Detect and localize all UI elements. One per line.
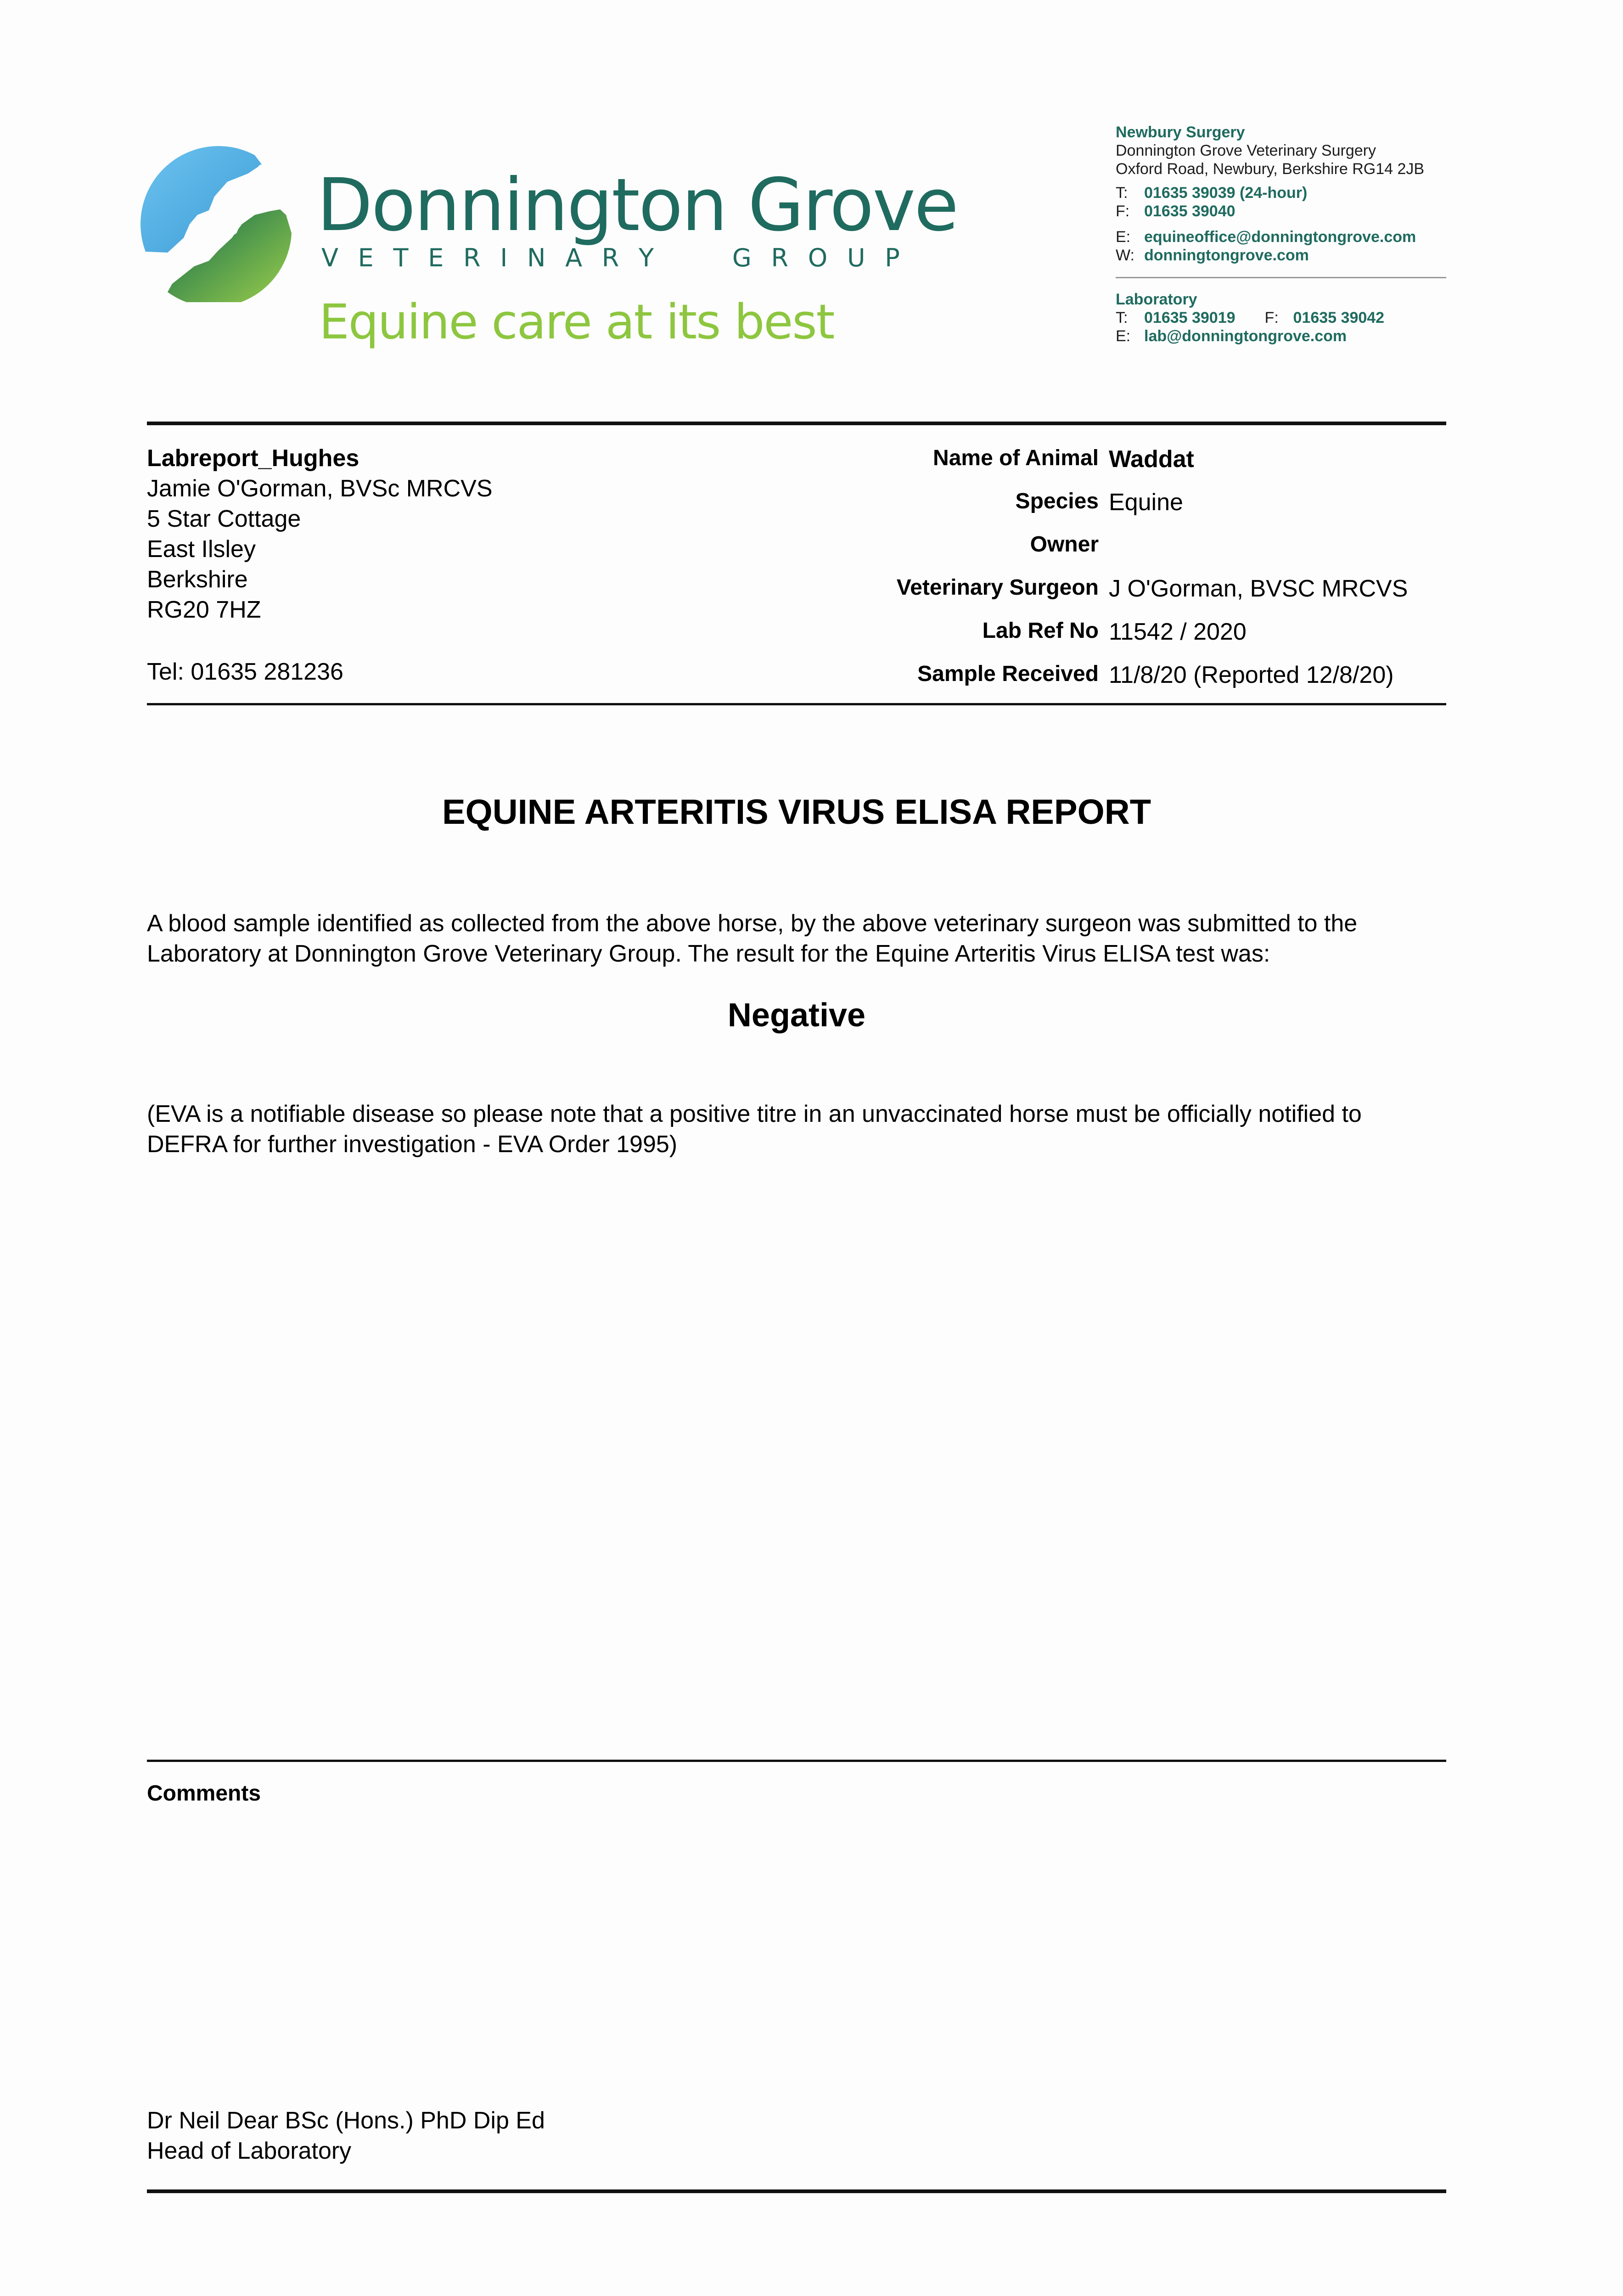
details-rule: [147, 703, 1446, 705]
web-label: W:: [1116, 247, 1134, 264]
detail-label: Veterinary Surgeon: [896, 575, 1099, 600]
recipient-phone: Tel: 01635 281236: [147, 658, 343, 685]
surgery-address-line: Donnington Grove Veterinary Surgery: [1116, 142, 1376, 159]
animal-name: Waddat: [1109, 446, 1194, 473]
contact-divider: [1116, 277, 1446, 278]
detail-row-animal: [849, 443, 1446, 486]
surgery-phone[interactable]: 01635 39039 (24-hour): [1144, 184, 1308, 202]
detail-label: Sample Received: [917, 662, 1099, 686]
tagline: Equine care at its best: [319, 294, 834, 350]
vet-value: J O'Gorman, BVSC MRCVS: [1109, 575, 1408, 602]
lab-email-label: E:: [1116, 327, 1131, 345]
detail-row-vet: [849, 573, 1446, 616]
surgery-fax: 01635 39040: [1144, 203, 1236, 220]
report-reference: Labreport_Hughes: [147, 445, 359, 472]
logo-horse-icon: [140, 146, 296, 302]
recipient-address: [147, 443, 493, 625]
surgery-email-link[interactable]: equineoffice@donningtongrove.com: [1144, 228, 1416, 246]
report-title: EQUINE ARTERITIS VIRUS ELISA REPORT: [442, 793, 1151, 832]
detail-row-labref: [849, 616, 1446, 659]
address-line: East Ilsley: [147, 536, 256, 563]
detail-row-species: [849, 486, 1446, 529]
received-value: 11/8/20 (Reported 12/8/20): [1109, 662, 1394, 688]
animal-details: [849, 443, 1446, 702]
brand-subtitle: V E T E R I N A R Y G R O U P: [321, 243, 900, 272]
notifiable-note: (EVA is a notifiable disease so please note that a positive titre in an unvaccinated horse must be officially notified to DEFRA for further investigation - EVA Order 1995): [147, 1101, 1362, 1158]
header-rule: [147, 422, 1446, 425]
lab-fax: 01635 39042: [1293, 309, 1385, 326]
address-line: Jamie O'Gorman, BVSc MRCVS: [147, 475, 493, 502]
email-label: E:: [1116, 228, 1131, 246]
detail-row-owner: [849, 529, 1446, 573]
detail-row-received: [849, 659, 1446, 702]
species-value: Equine: [1109, 489, 1183, 516]
lab-phone[interactable]: 01635 39019: [1144, 309, 1236, 326]
comments-rule: [147, 1760, 1446, 1762]
signatory-name: Dr Neil Dear BSc (Hons.) PhD Dip Ed: [147, 2107, 545, 2134]
lab-fax-label: F:: [1264, 309, 1279, 326]
tel-label: T:: [1116, 184, 1128, 202]
surgery-heading: Newbury Surgery: [1116, 124, 1245, 141]
footer-rule: [147, 2189, 1446, 2193]
report-intro: A blood sample identified as collected from the above horse, by the above veterinary surgeon was submitted to the Laboratory at Donnington Grove Veterinary Group. The result for the Equine Arteritis Virus ELISA test was:: [147, 910, 1358, 967]
lab-heading: Laboratory: [1116, 291, 1197, 308]
lab-email-link[interactable]: lab@donningtongrove.com: [1144, 327, 1347, 345]
surgery-contact: [1116, 123, 1424, 264]
website-link[interactable]: donningtongrove.com: [1144, 247, 1309, 264]
detail-label: Name of Animal: [933, 446, 1099, 470]
detail-label: Owner: [1030, 532, 1099, 557]
address-line: 5 Star Cottage: [147, 506, 301, 532]
detail-label: Species: [1015, 489, 1099, 513]
test-result: Negative: [727, 997, 866, 1034]
labref-value: 11542 / 2020: [1109, 619, 1247, 645]
signatory-role: Head of Laboratory: [147, 2138, 352, 2164]
fax-label: F:: [1116, 203, 1130, 220]
laboratory-contact: [1116, 290, 1384, 345]
brand-name: Donnington Grove: [317, 163, 958, 248]
address-line: Berkshire: [147, 566, 248, 593]
surgery-address-line: Oxford Road, Newbury, Berkshire RG14 2JB: [1116, 160, 1425, 178]
signature-block: [147, 2105, 545, 2166]
lab-tel-label: T:: [1116, 309, 1128, 326]
comments-label: Comments: [147, 1781, 261, 1806]
address-line: RG20 7HZ: [147, 597, 261, 623]
detail-label: Lab Ref No: [982, 619, 1099, 643]
